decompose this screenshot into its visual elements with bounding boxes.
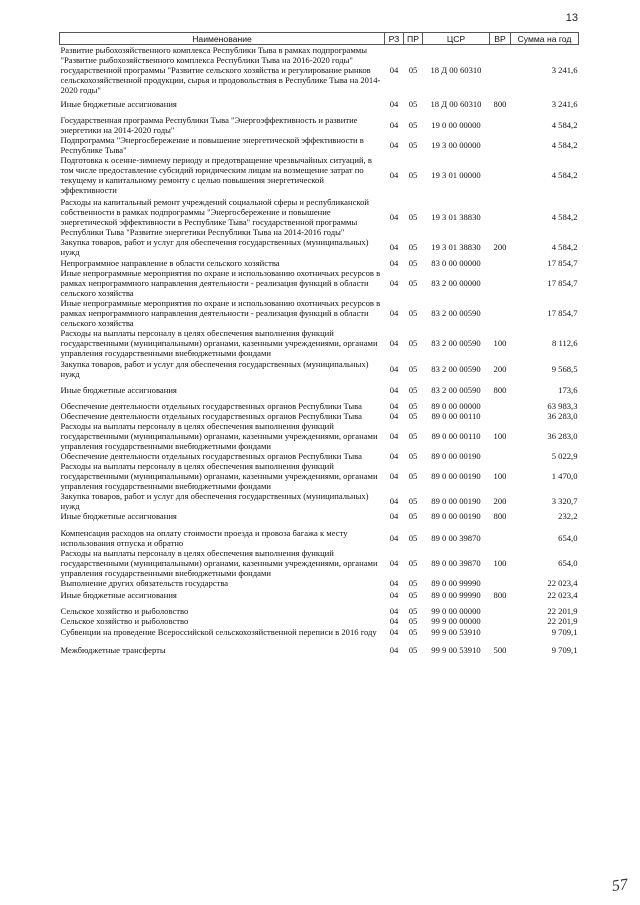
row-name: Обеспечение деятельности отдельных государственных органов Республики Тыва <box>60 451 362 461</box>
row-pr: 05 <box>408 242 418 252</box>
row-pr: 05 <box>408 411 418 421</box>
row-name: Расходы на выплаты персоналу в целях обеспечения выполнения функций государственными (муниципальными) органами, казенными учреждениями, органами управления государственными внебюджетными фондами <box>60 421 378 451</box>
table-row <box>60 491 579 511</box>
row-csr: 83 2 00 00590 <box>431 385 481 395</box>
row-vr: 100 <box>493 431 507 441</box>
row-csr: 18 Д 00 60310 <box>430 99 482 109</box>
row-rz: 04 <box>389 645 399 655</box>
row-pr: 05 <box>408 338 418 348</box>
row-vr: 200 <box>493 242 507 252</box>
row-rz: 04 <box>389 212 399 222</box>
row-rz: 04 <box>389 616 399 626</box>
row-pr: 05 <box>408 533 418 543</box>
row-rz: 04 <box>389 170 399 180</box>
row-pr: 05 <box>408 120 418 130</box>
row-csr: 89 0 00 00110 <box>431 431 481 441</box>
row-name: Сельское хозяйство и рыболовство <box>60 606 189 616</box>
header-vr: ВР <box>490 33 511 45</box>
row-csr: 83 2 00 00590 <box>431 338 481 348</box>
row-sum: 4 584,2 <box>551 120 578 130</box>
row-vr <box>490 45 511 100</box>
row-csr: 99 9 00 53910 <box>431 645 481 655</box>
row-name: Обеспечение деятельности отдельных государственных органов Республики Тыва <box>60 411 362 421</box>
row-sum: 232,2 <box>558 511 578 521</box>
row-sum: 3 241,6 <box>551 99 578 109</box>
header-row <box>60 33 579 45</box>
row-sum: 17 854,7 <box>547 258 578 268</box>
row-pr: 05 <box>408 511 418 521</box>
row-csr: 19 0 00 00000 <box>431 120 481 130</box>
row-rz: 04 <box>389 120 399 130</box>
row-pr: 05 <box>408 385 418 395</box>
row-sum: 22 201,9 <box>547 606 578 616</box>
row-vr <box>490 268 511 298</box>
row-sum: 22 023,4 <box>547 590 578 600</box>
table-row <box>60 528 579 548</box>
row-sum: 5 022,9 <box>551 451 578 461</box>
row-name: Иные непрограммные мероприятия по охране и использованию охотничьих ресурсов в рамках непрограммного направления деятельности - реализация функций в области сельского хозяйства <box>60 298 381 328</box>
row-csr: 99 9 00 53910 <box>431 627 481 637</box>
row-rz: 04 <box>389 578 399 588</box>
table-row <box>60 590 579 606</box>
row-vr <box>490 401 511 411</box>
row-sum: 3 241,6 <box>551 65 578 75</box>
row-pr: 05 <box>408 258 418 268</box>
row-csr: 89 0 00 00190 <box>431 511 481 521</box>
row-pr: 05 <box>408 645 418 655</box>
row-name: Развитие рыбохозяйственного комплекса Республики Тыва в рамках подпрограммы "Развитие рыбохозяйственного комплекса Республики Тыва на 2016-2020 годы" государственной программы "Развитие сельского хозяйства и регулирование рынков сельскохозяйственной продукции, сырья и продовольствия в Республике Тыва на 2014-2020 годы" <box>60 45 381 95</box>
table-row <box>60 99 579 115</box>
row-sum: 9 568,5 <box>551 364 578 374</box>
table-row <box>60 548 579 578</box>
row-pr: 05 <box>408 451 418 461</box>
row-pr: 05 <box>408 99 418 109</box>
row-vr <box>490 578 511 590</box>
row-csr: 19 3 01 38830 <box>431 212 481 222</box>
row-csr: 89 0 00 99990 <box>431 590 481 600</box>
row-sum: 36 283,0 <box>547 431 578 441</box>
row-csr: 89 0 00 39870 <box>431 533 481 543</box>
row-rz: 04 <box>389 401 399 411</box>
row-vr <box>490 627 511 645</box>
row-name: Иные бюджетные ассигнования <box>60 511 177 521</box>
row-name: Компенсация расходов на оплату стоимости проезда и провоза багажа к месту использования отпуска и обратно <box>60 528 348 548</box>
row-vr: 500 <box>493 645 507 655</box>
header-pr: ПР <box>404 33 423 45</box>
row-name: Непрограммное направление в области сельского хозяйства <box>60 258 280 268</box>
row-rz: 04 <box>389 533 399 543</box>
table-row <box>60 578 579 590</box>
row-pr: 05 <box>408 496 418 506</box>
row-name: Выполнение других обязательств государства <box>60 578 229 588</box>
row-csr: 89 0 00 39870 <box>431 558 481 568</box>
row-name: Расходы на выплаты персоналу в целях обеспечения выполнения функций государственными (муниципальными) органами, казенными учреждениями, органами управления государственными внебюджетными фондами <box>60 328 378 358</box>
row-pr: 05 <box>408 308 418 318</box>
row-rz: 04 <box>389 606 399 616</box>
row-rz: 04 <box>389 385 399 395</box>
row-name: Закупка товаров, работ и услуг для обеспечения государственных (муниципальных) нужд <box>60 237 369 257</box>
row-pr: 05 <box>408 558 418 568</box>
row-name: Обеспечение деятельности отдельных государственных органов Республики Тыва <box>60 401 362 411</box>
table-row <box>60 421 579 451</box>
row-vr: 100 <box>493 558 507 568</box>
row-name: Межбюджетные трансферты <box>60 645 166 655</box>
row-sum: 22 201,9 <box>547 616 578 626</box>
row-vr: 100 <box>493 471 507 481</box>
row-rz: 04 <box>389 471 399 481</box>
row-csr: 19 3 01 00000 <box>431 170 481 180</box>
header-rz: РЗ <box>385 33 404 45</box>
row-csr: 89 0 00 99990 <box>431 578 481 588</box>
row-pr: 05 <box>408 65 418 75</box>
table-row <box>60 197 579 237</box>
row-sum: 9 709,1 <box>551 627 578 637</box>
row-rz: 04 <box>389 308 399 318</box>
row-csr: 18 Д 00 60310 <box>430 65 482 75</box>
row-pr: 05 <box>408 471 418 481</box>
row-sum: 1 470,0 <box>551 471 578 481</box>
row-pr: 05 <box>408 278 418 288</box>
row-rz: 04 <box>389 431 399 441</box>
row-csr: 89 0 00 00190 <box>431 451 481 461</box>
row-rz: 04 <box>389 258 399 268</box>
handwritten-page-mark: 57 <box>610 875 630 896</box>
row-rz: 04 <box>389 627 399 637</box>
row-name: Сельское хозяйство и рыболовство <box>60 616 189 626</box>
row-vr: 200 <box>493 364 507 374</box>
row-vr <box>490 528 511 548</box>
table-row <box>60 451 579 461</box>
row-sum: 3 320,7 <box>551 496 578 506</box>
row-rz: 04 <box>389 338 399 348</box>
row-name: Подготовка к осенне-зимнему периоду и предотвращение чрезвычайных ситуаций, в том числе предоставление субсидий юридическим лицам на возмещение затрат по текущему и капитальному ремонту с целью повышения энергетической эффективности <box>60 155 372 195</box>
row-csr: 83 2 00 00590 <box>431 308 481 318</box>
header-csr: ЦСР <box>423 33 490 45</box>
header-sum: Сумма на год <box>511 33 579 45</box>
row-sum: 8 112,6 <box>552 338 578 348</box>
row-csr: 83 0 00 00000 <box>431 258 481 268</box>
row-csr: 89 0 00 00110 <box>431 411 481 421</box>
row-pr: 05 <box>408 140 418 150</box>
row-vr: 800 <box>493 511 507 521</box>
row-rz: 04 <box>389 99 399 109</box>
table-row <box>60 268 579 298</box>
row-name: Закупка товаров, работ и услуг для обеспечения государственных (муниципальных) нужд <box>60 491 369 511</box>
table-row <box>60 115 579 135</box>
row-name: Субвенции на проведение Всероссийской сельскохозяйственной переписи в 2016 году <box>60 627 377 637</box>
row-pr: 05 <box>408 364 418 374</box>
table-row <box>60 298 579 328</box>
row-sum: 22 023,4 <box>547 578 578 588</box>
row-rz: 04 <box>389 558 399 568</box>
row-vr <box>490 606 511 616</box>
row-pr: 05 <box>408 212 418 222</box>
row-csr: 89 0 00 00190 <box>431 471 481 481</box>
row-sum: 4 584,2 <box>551 140 578 150</box>
row-name: Подпрограмма "Энергосбережение и повышение энергетической эффективности в Республике Тыва" <box>60 135 364 155</box>
table-header <box>60 33 579 45</box>
table-row <box>60 45 579 100</box>
row-vr: 200 <box>493 496 507 506</box>
row-csr: 99 9 00 00000 <box>431 616 481 626</box>
row-name: Расходы на выплаты персоналу в целях обеспечения выполнения функций государственными (муниципальными) органами, казенными учреждениями, органами управления государственными внебюджетными фондами <box>60 461 378 491</box>
row-rz: 04 <box>389 411 399 421</box>
row-name: Расходы на капитальный ремонт учреждений социальной сферы и республиканской собственности в рамках подпрограммы "Энергосбережение и повышение энергетической эффективности в Республике Тыва" государственной программы Республики Тыва "Развитие энергетики Республики Тыва на 2014-2016 годы" <box>60 197 370 237</box>
table-row <box>60 237 579 258</box>
row-sum: 4 584,2 <box>551 212 578 222</box>
row-sum: 173,6 <box>558 385 578 395</box>
row-vr: 800 <box>493 99 507 109</box>
table-row <box>60 627 579 645</box>
row-name: Расходы на выплаты персоналу в целях обеспечения выполнения функций государственными (муниципальными) органами, казенными учреждениями, органами управления государственными внебюджетными фондами <box>60 548 378 578</box>
row-vr <box>490 298 511 328</box>
row-rz: 04 <box>389 496 399 506</box>
row-rz: 04 <box>389 140 399 150</box>
row-name: Закупка товаров, работ и услуг для обеспечения государственных (муниципальных) нужд <box>60 359 369 379</box>
row-name: Иные бюджетные ассигнования <box>60 590 177 600</box>
row-vr: 800 <box>493 385 507 395</box>
row-sum: 4 584,2 <box>551 242 578 252</box>
row-sum: 36 283,0 <box>547 411 578 421</box>
row-rz: 04 <box>389 511 399 521</box>
row-pr: 05 <box>408 401 418 411</box>
row-rz: 04 <box>389 65 399 75</box>
table-row <box>60 328 579 359</box>
row-sum: 654,0 <box>558 558 578 568</box>
row-name: Иные бюджетные ассигнования <box>60 99 177 109</box>
table-row <box>60 616 579 627</box>
row-vr <box>490 411 511 421</box>
row-vr <box>490 616 511 627</box>
row-vr: 800 <box>493 590 507 600</box>
row-sum: 9 709,1 <box>551 645 578 655</box>
row-pr: 05 <box>408 170 418 180</box>
row-csr: 89 0 00 00000 <box>431 401 481 411</box>
row-rz: 04 <box>389 590 399 600</box>
row-sum: 17 854,7 <box>547 278 578 288</box>
row-pr: 05 <box>408 627 418 637</box>
row-name: Иные бюджетные ассигнования <box>60 385 177 395</box>
table-row <box>60 511 579 528</box>
row-sum: 654,0 <box>558 533 578 543</box>
row-rz: 04 <box>389 242 399 252</box>
row-sum: 17 854,7 <box>547 308 578 318</box>
row-sum: 63 983,3 <box>547 401 578 411</box>
row-name: Государственная программа Республики Тыва "Энергоэффективность и развитие энергетики на 2014-2020 годы" <box>60 115 358 135</box>
row-csr: 89 0 00 00190 <box>431 496 481 506</box>
table-row <box>60 135 579 155</box>
row-pr: 05 <box>408 431 418 441</box>
row-csr: 83 2 00 00000 <box>431 278 481 288</box>
header-name: Наименование <box>60 33 385 45</box>
table-row <box>60 411 579 421</box>
page-number: 13 <box>565 12 578 24</box>
table-row <box>60 385 579 401</box>
row-vr <box>490 115 511 135</box>
row-rz: 04 <box>389 278 399 288</box>
row-vr <box>490 155 511 197</box>
row-vr: 100 <box>493 338 507 348</box>
row-csr: 19 3 00 00000 <box>431 140 481 150</box>
table-body <box>60 45 579 656</box>
table-row <box>60 401 579 411</box>
row-pr: 05 <box>408 590 418 600</box>
row-csr: 99 0 00 00000 <box>431 606 481 616</box>
row-pr: 05 <box>408 616 418 626</box>
table-row <box>60 155 579 197</box>
row-vr <box>490 258 511 268</box>
row-csr: 19 3 01 38830 <box>431 242 481 252</box>
row-vr <box>490 135 511 155</box>
row-sum: 4 584,2 <box>551 170 578 180</box>
row-rz: 04 <box>389 451 399 461</box>
table-row <box>60 258 579 268</box>
row-pr: 05 <box>408 606 418 616</box>
table-row <box>60 359 579 385</box>
row-vr <box>490 197 511 237</box>
budget-table <box>59 32 579 655</box>
table-row <box>60 645 579 655</box>
row-rz: 04 <box>389 364 399 374</box>
row-csr: 83 2 00 00590 <box>431 364 481 374</box>
table-row <box>60 606 579 616</box>
row-name: Иные непрограммные мероприятия по охране и использованию охотничьих ресурсов в рамках непрограммного направления деятельности - реализация функций в области сельского хозяйства <box>60 268 381 298</box>
table-row <box>60 461 579 491</box>
row-vr <box>490 451 511 461</box>
row-pr: 05 <box>408 578 418 588</box>
